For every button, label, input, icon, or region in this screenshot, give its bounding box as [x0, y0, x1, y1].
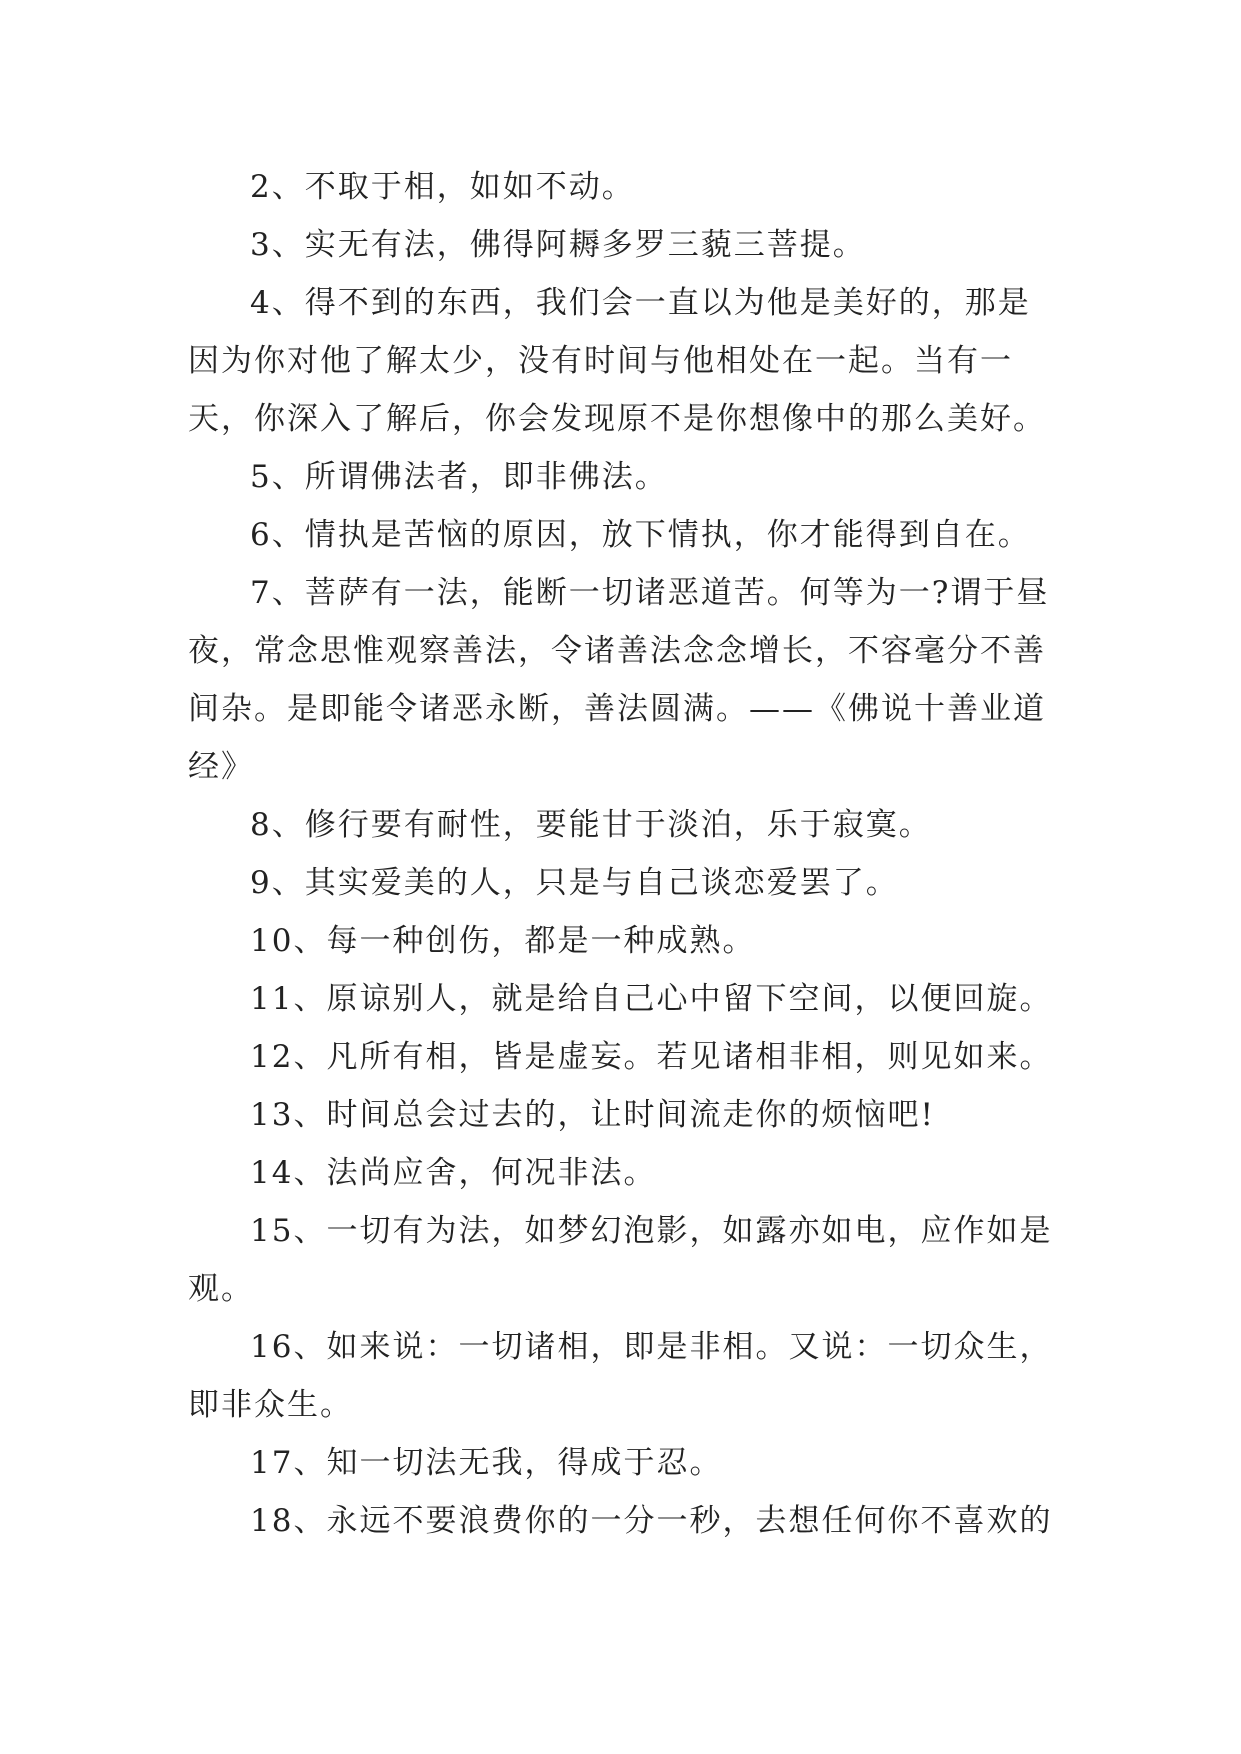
paragraph-10: 10、每一种创伤，都是一种成熟。: [250, 923, 756, 959]
paragraph-18: 18、永远不要浪费你的一分一秒，去想任何你不喜欢的: [250, 1503, 1053, 1539]
paragraph-6: 6、情执是苦恼的原因，放下情执，你才能得到自在。: [250, 517, 1031, 553]
paragraph-17: 17、知一切法无我，得成于忍。: [250, 1445, 723, 1481]
paragraph-13: 13、时间总会过去的，让时间流走你的烦恼吧!: [250, 1097, 935, 1133]
document-body: [188, 158, 1058, 1550]
paragraph-3: 3、实无有法，佛得阿耨多罗三藐三菩提。: [250, 227, 866, 263]
paragraph-4: 4、得不到的东西，我们会一直以为他是美好的，那是因为你对他了解太少，没有时间与他相处在一起。当有一天，你深入了解后，你会发现原不是你想像中的那么美好。: [188, 285, 1046, 437]
paragraph-2: 2、不取于相，如如不动。: [250, 169, 635, 205]
paragraph-16: 16、如来说：一切诸相，即是非相。又说：一切众生，即非众生。: [188, 1329, 1053, 1423]
paragraph-14: 14、法尚应舍，何况非法。: [250, 1155, 657, 1191]
paragraph-12: 12、凡所有相，皆是虚妄。若见诸相非相，则见如来。: [250, 1039, 1053, 1075]
paragraph-15: 15、一切有为法，如梦幻泡影，如露亦如电，应作如是观。: [188, 1213, 1053, 1307]
paragraph-11: 11、原谅别人，就是给自己心中留下空间，以便回旋。: [250, 981, 1053, 1017]
paragraph-8: 8、修行要有耐性，要能甘于淡泊，乐于寂寞。: [250, 807, 932, 843]
paragraph-5: 5、所谓佛法者，即非佛法。: [250, 459, 668, 495]
paragraph-9: 9、其实爱美的人，只是与自己谈恋爱罢了。: [250, 865, 899, 901]
paragraph-7: 7、菩萨有一法，能断一切诸恶道苦。何等为一?谓于昼夜，常念思惟观察善法，令诸善法念念增长，不容毫分不善间杂。是即能令诸恶永断，善法圆满。——《佛说十善业道经》: [188, 575, 1050, 785]
